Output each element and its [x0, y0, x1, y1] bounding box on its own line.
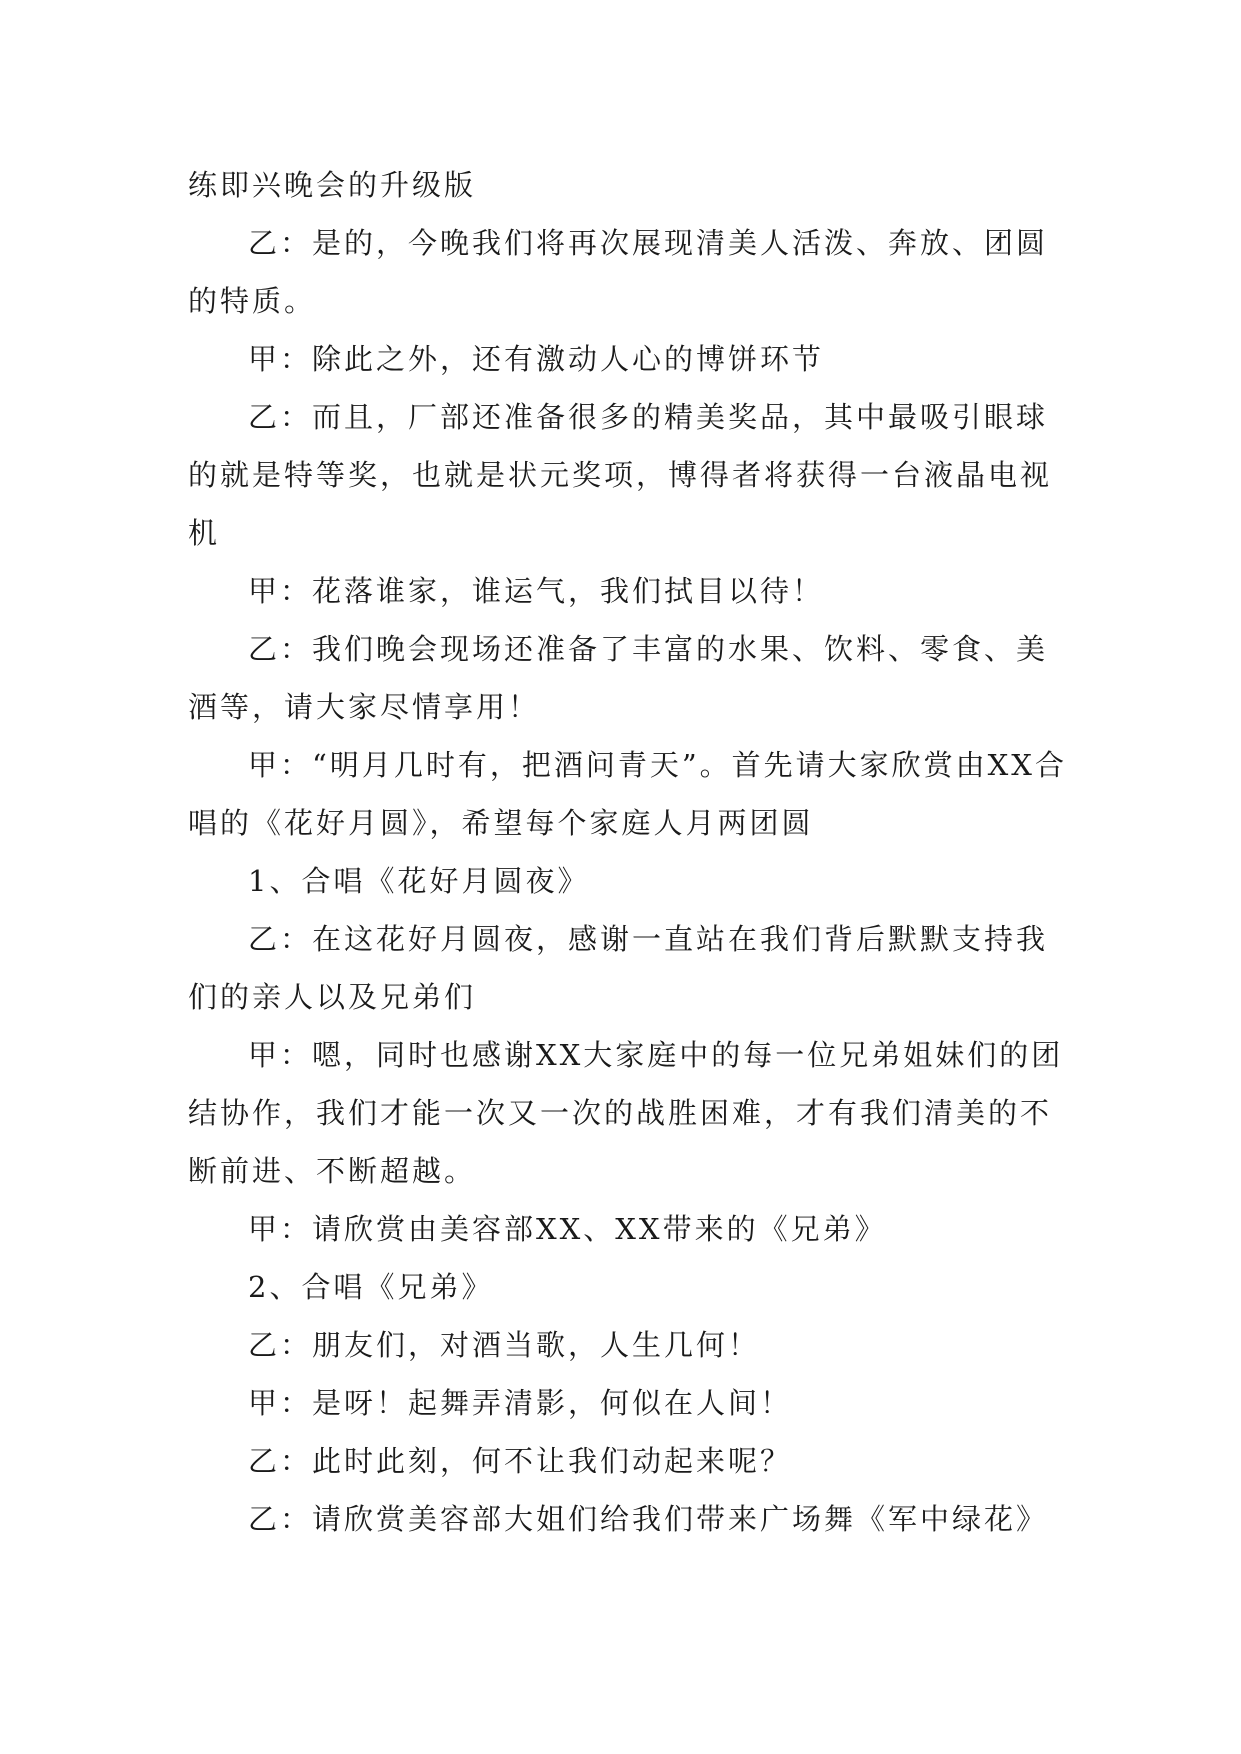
- paragraph: 1、合唱《花好月圆夜》: [248, 864, 590, 898]
- paragraph: 乙：朋友们，对酒当歌，人生几何！: [248, 1328, 761, 1362]
- paragraph: 乙：我们晚会现场还准备了丰富的水果、饮料、零食、美酒等，请大家尽情享用！: [188, 632, 1049, 724]
- paragraph: 乙：请欣赏美容部大姐们给我们带来广场舞《军中绿花》: [248, 1502, 1049, 1536]
- paragraph: 乙：此时此刻，何不让我们动起来呢？: [248, 1444, 793, 1478]
- paragraph: 甲：花落谁家，谁运气，我们拭目以待！: [248, 574, 825, 608]
- paragraph: 甲：请欣赏由美容部XX、XX带来的《兄弟》: [248, 1212, 887, 1246]
- document-body: [188, 156, 1068, 1548]
- paragraph: 乙：在这花好月圆夜，感谢一直站在我们背后默默支持我们的亲人以及兄弟们: [188, 922, 1049, 1014]
- paragraph: 乙：而且，厂部还准备很多的精美奖品，其中最吸引眼球的就是特等奖，也就是状元奖项，博得者将获得一台液晶电视机: [188, 400, 1053, 550]
- paragraph: 练即兴晚会的升级版: [188, 168, 477, 202]
- paragraph: 2、合唱《兄弟》: [248, 1270, 494, 1304]
- paragraph: 乙：是的，今晚我们将再次展现清美人活泼、奔放、团圆的特质。: [188, 226, 1049, 318]
- paragraph: 甲：是呀！起舞弄清影，何似在人间！: [248, 1386, 793, 1420]
- paragraph: 甲：“明月几时有，把酒问青天”。首先请大家欣赏由XX合唱的《花好月圆》，希望每个家庭人月两团圆: [188, 748, 1067, 840]
- paragraph: 甲：除此之外，还有激动人心的博饼环节: [248, 342, 825, 376]
- paragraph: 甲：嗯，同时也感谢XX大家庭中的每一位兄弟姐妹们的团结协作，我们才能一次又一次的战胜困难，才有我们清美的不断前进、不断超越。: [188, 1038, 1064, 1188]
